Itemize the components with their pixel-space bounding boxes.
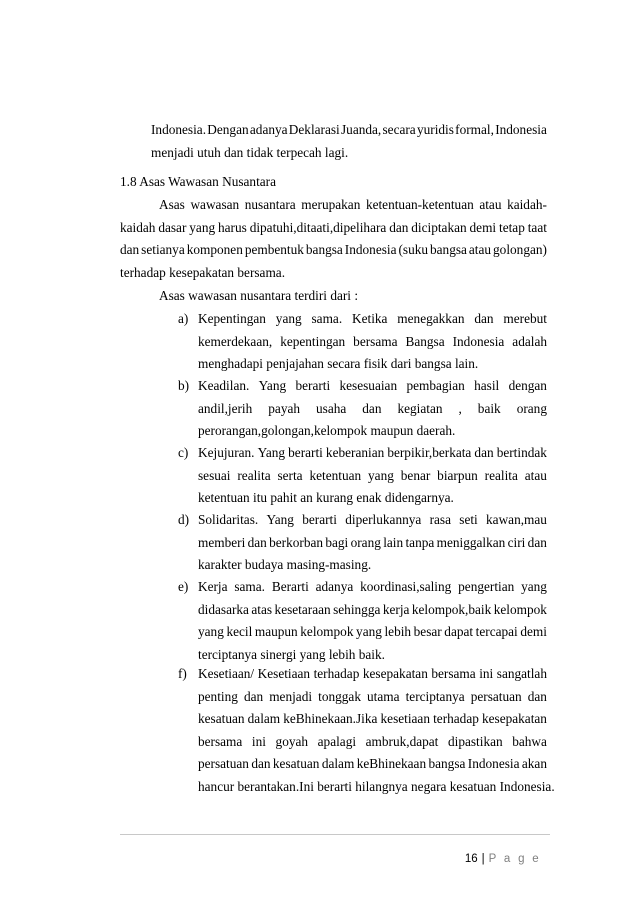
paragraph-line: kaidah dasar yang harus dipatuhi,ditaati,dipelihara dan diciptakan demi tetap taat <box>120 220 547 235</box>
paragraph-line: Asas wawasan nusantara merupakan ketentuan-ketentuan atau kaidah- <box>159 197 547 212</box>
list-item-marker: a) <box>178 311 189 326</box>
list-item-line: yang kecil maupun kelompok yang lebih besar dapat tercapai demi <box>198 624 547 639</box>
list-item-line: Keadilan. Yang berarti kesesuaian pembagian hasil dengan <box>198 378 547 393</box>
footer-divider <box>120 834 550 835</box>
list-item-line: Kesetiaan/ Kesetiaan terhadap kesepakatan bersama ini sangatlah <box>198 666 547 681</box>
list-item-line: menghadapi penjajahan secara fisik dari bangsa lain. <box>198 356 479 371</box>
list-item-line: sesuai realita serta ketentuan yang benar biarpun realita atau <box>198 467 547 483</box>
list-item-line: hancur berantakan.Ini berarti hilangnya negara kesatuan Indonesia. <box>198 778 555 794</box>
page-number: 16 <box>464 853 478 865</box>
list-item-marker: f) <box>178 666 187 681</box>
page-footer <box>465 853 541 865</box>
list-item-line: andil,jerih payah usaha dan kegiatan , baik orang <box>198 400 547 416</box>
list-item-line: ketentuan itu pahit an kurang enak didengarnya. <box>198 490 454 505</box>
list-item-line: Kepentingan yang sama. Ketika menegakkan dan merebut <box>198 311 547 326</box>
list-item-line: memberi dan berkorban bagi orang lain tanpa meniggalkan ciri dan <box>198 534 547 550</box>
list-item-line: didasarka atas kesetaraan sehingga kerja kelompok,baik kelompok <box>198 601 547 617</box>
list-intro: Asas wawasan nusantara terdiri dari : <box>159 288 359 303</box>
list-item-line: kemerdekaan, kepentingan bersama Bangsa Indonesia adalah <box>198 333 547 349</box>
list-item-line: penting dan menjadi tonggak utama terciptanya persatuan dan <box>198 688 547 704</box>
list-item-line: Kejujuran. Yang berarti keberanian berpikir,berkata dan bertindak <box>198 445 547 460</box>
intro-line-2: menjadi utuh dan tidak terpecah lagi. <box>151 145 349 160</box>
list-item-line: persatuan dan kesatuan dalam keBhinekaan bangsa Indonesia akan <box>198 756 547 771</box>
list-item-marker: b) <box>178 378 190 393</box>
list-item-line: terciptanya sinergi yang lebih baik. <box>198 646 385 662</box>
list-item-line: Solidaritas. Yang berarti diperlukannya rasa seti kawan,mau <box>198 512 547 527</box>
list-item-marker: c) <box>178 445 189 460</box>
paragraph-line: terhadap kesepakatan bersama. <box>120 265 286 280</box>
page-label: P a g e <box>488 853 541 865</box>
list-item-line: karakter budaya masing-masing. <box>198 557 372 572</box>
list-item-line: perorangan,golongan,kelompok maupun daerah. <box>198 423 456 438</box>
footer-separator: | <box>481 853 485 865</box>
list-item-line: bersama ini goyah apalagi ambruk,dapat dipastikan bahwa <box>198 733 547 749</box>
paragraph-line: dan setianya komponen pembentuk bangsa Indonesia (suku bangsa atau golongan) <box>120 242 547 257</box>
intro-line-1: Indonesia. Dengan adanya Deklarasi Juanda, secara yuridis formal, Indonesia <box>151 122 547 137</box>
list-item-line: kesatuan dalam keBhinekaan.Jika kesetiaan terhadap kesepakatan <box>198 711 547 726</box>
section-heading: 1.8 Asas Wawasan Nusantara <box>120 174 276 189</box>
list-item-line: Kerja sama. Berarti adanya koordinasi,saling pengertian yang <box>198 579 547 594</box>
list-item-marker: e) <box>178 579 189 594</box>
list-item-marker: d) <box>178 512 190 527</box>
